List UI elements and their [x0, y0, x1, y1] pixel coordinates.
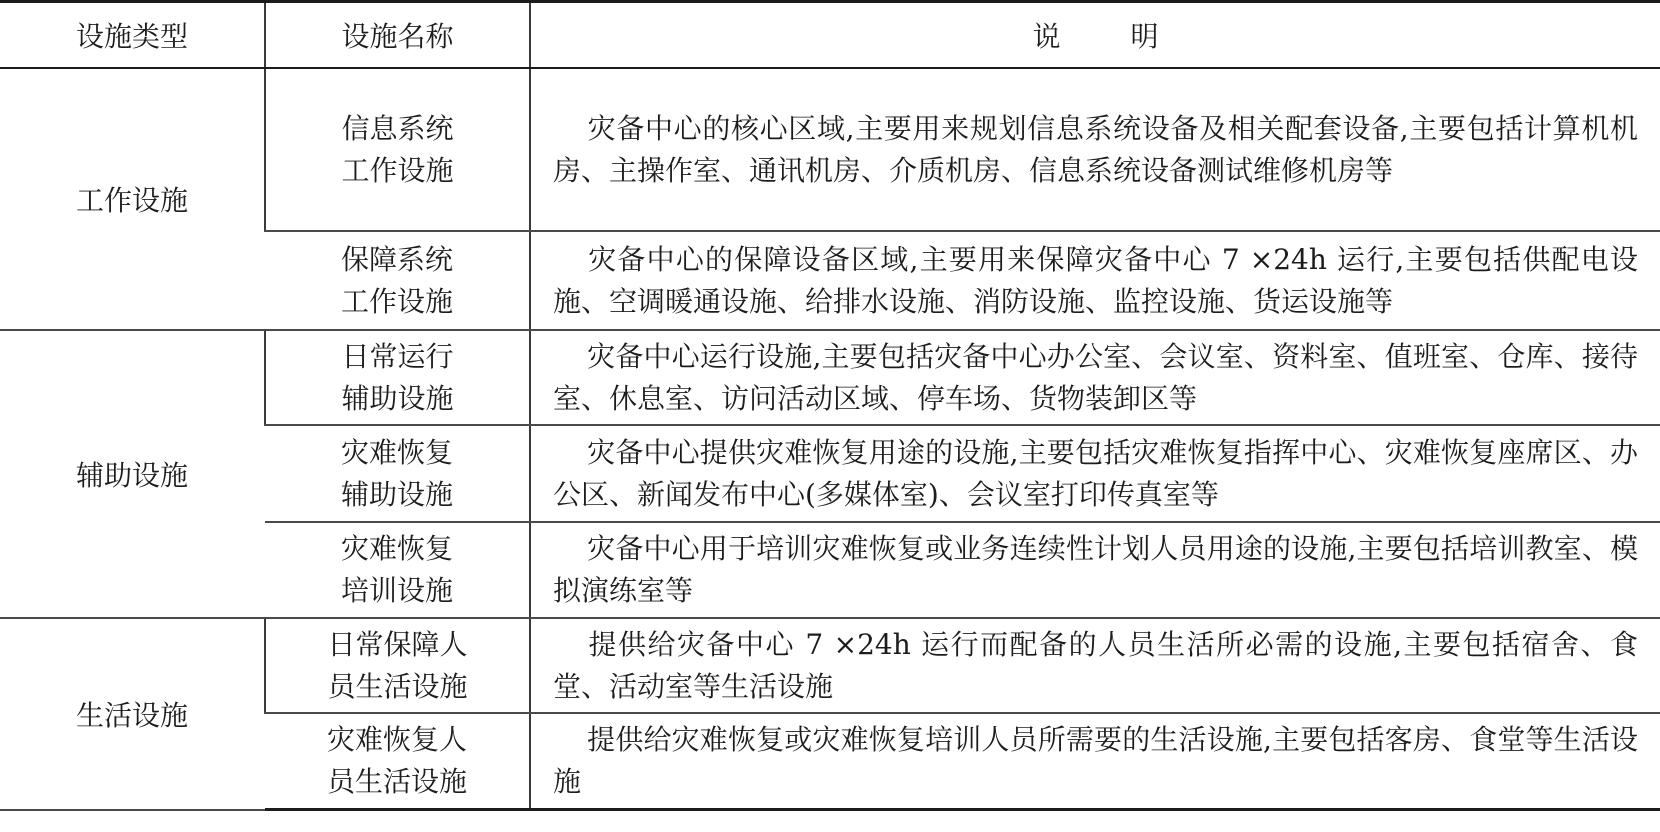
facility-name-line: 员生活设施: [327, 669, 468, 703]
facility-name-cell: [265, 618, 530, 713]
header-name: 设施名称: [265, 2, 530, 69]
facility-description-cell: [530, 68, 1660, 231]
facility-name-cell: [265, 425, 530, 522]
facility-description-cell: [530, 522, 1660, 618]
facility-description: 灾备中心运行设施,主要包括灾备中心办公室、会议室、资料室、值班室、仓库、接待室、休息室、访问活动区域、停车场、货物装卸区等: [553, 339, 1638, 415]
facility-name-line: 员生活设施: [326, 765, 467, 798]
facility-name-cell: [265, 231, 530, 330]
facility-name-cell: [265, 330, 530, 425]
facility-type-cell: 工作设施: [0, 68, 265, 330]
facility-description-cell: [530, 618, 1660, 713]
facility-description-cell: [530, 330, 1660, 425]
header-desc-left: 说: [1032, 20, 1061, 53]
facility-name-line: 辅助设施: [340, 477, 453, 511]
facility-description-cell: [530, 713, 1660, 810]
facility-name-line: 灾难恢复: [340, 532, 453, 565]
facility-description-cell: [530, 231, 1660, 330]
facility-type-cell: 生活设施: [0, 618, 265, 810]
facility-name-line: 培训设施: [340, 574, 453, 607]
facility-name-line: 工作设施: [341, 153, 454, 187]
facility-description: 提供给灾备中心 7 ×24h 运行而配备的人员生活所必需的设施,主要包括宿舍、食堂、活动室等生活设施: [553, 627, 1638, 703]
facility-name-line: 辅助设施: [341, 381, 454, 415]
table-row: [0, 68, 1660, 231]
facility-name-line: 灾难恢复人: [326, 723, 467, 756]
facility-description: 灾备中心提供灾难恢复用途的设施,主要包括灾难恢复指挥中心、灾难恢复座席区、办公区、新闻发布中心(多媒体室)、会议室打印传真室等: [553, 435, 1638, 511]
facility-name-line: 保障系统: [340, 242, 453, 276]
facility-description: 灾备中心用于培训灾难恢复或业务连续性计划人员用途的设施,主要包括培训教室、模拟演练室等: [553, 532, 1638, 607]
facility-type-cell: 辅助设施: [0, 330, 265, 618]
facility-name-line: 日常保障人: [327, 627, 468, 661]
facility-name-line: 灾难恢复: [340, 435, 453, 469]
facility-name-cell: [265, 522, 530, 618]
facility-description: 提供给灾难恢复或灾难恢复培训人员所需要的生活设施,主要包括客房、食堂等生活设施: [553, 723, 1638, 798]
header-row: [0, 2, 1660, 69]
header-desc-right: 明: [1130, 20, 1159, 53]
header-type: 设施类型: [0, 2, 265, 69]
header-description: [530, 2, 1660, 69]
facility-name-line: 日常运行: [341, 339, 454, 373]
facility-description: 灾备中心的核心区域,主要用来规划信息系统设备及相关配套设备,主要包括计算机机房、主操作室、通讯机房、介质机房、信息系统设备测试维修机房等: [553, 111, 1638, 187]
facility-name-cell: [265, 713, 530, 810]
table-row: [0, 330, 1660, 425]
table-row: [0, 618, 1660, 713]
facility-description: 灾备中心的保障设备区域,主要用来保障灾备中心 7 ×24h 运行,主要包括供配电设施、空调暖通设施、给排水设施、消防设施、监控设施、货运设施等: [553, 242, 1638, 318]
facility-description-cell: [530, 425, 1660, 522]
facility-name-line: 信息系统: [341, 111, 454, 145]
facility-name-cell: [265, 68, 530, 231]
facility-name-line: 工作设施: [340, 284, 453, 318]
